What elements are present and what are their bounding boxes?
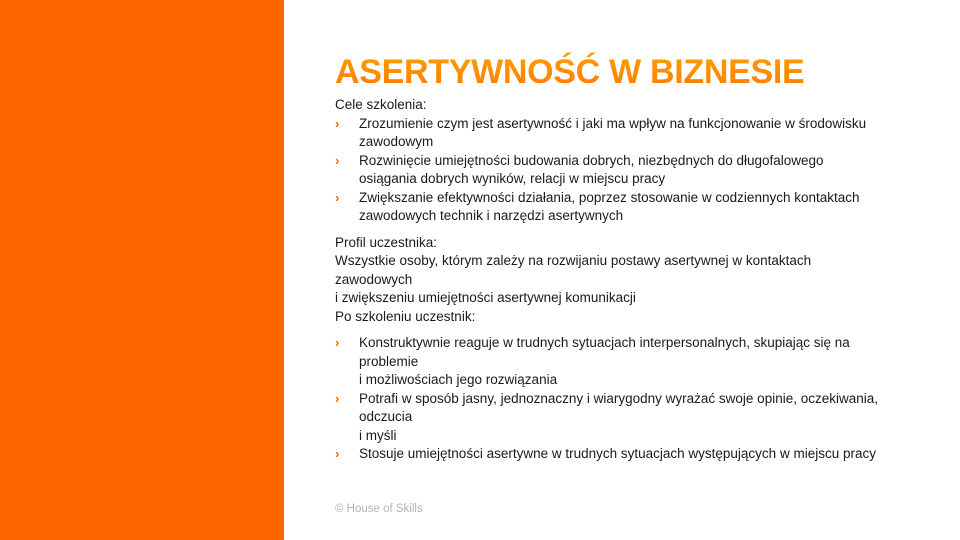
profile-label: Profil uczestnika: bbox=[335, 234, 438, 250]
goal-item-line: Zrozumienie czym jest asertywność i jaki ma wpływ na funkcjonowanie w środowisku bbox=[359, 115, 867, 131]
chevron-right-icon: › bbox=[335, 446, 340, 461]
goals-label: Cele szkolenia: bbox=[335, 97, 427, 112]
outcome-item bbox=[335, 334, 915, 390]
goal-item-line: Rozwinięcie umiejętności budowania dobrych, niezbędnych do długofalowego bbox=[359, 152, 824, 168]
chevron-right-icon: › bbox=[335, 115, 340, 131]
goal-item-line: zawodowych technik i narzędzi asertywnych bbox=[359, 208, 624, 223]
profile-line: i zwiększeniu umiejętności asertywnej komunikacji bbox=[335, 290, 636, 305]
slide-content bbox=[335, 52, 915, 464]
profile-section bbox=[335, 234, 915, 327]
goal-item bbox=[335, 115, 915, 152]
profile-line: zawodowych bbox=[335, 271, 413, 287]
outcome-item-line: i myśli bbox=[359, 427, 397, 443]
goal-item-line: zawodowym bbox=[359, 134, 434, 149]
outcome-item-line: Stosuje umiejętności asertywne w trudnych sytuacjach występujących w miejscu pracy bbox=[359, 446, 876, 461]
outcome-item bbox=[335, 445, 915, 464]
outcome-item bbox=[335, 390, 915, 446]
outcome-item-line: Potrafi w sposób jasny, jednoznaczny i wiarygodny wyrażać swoje opinie, oczekiwania, bbox=[359, 390, 879, 406]
orange-side-panel bbox=[0, 0, 284, 540]
outcome-item-line: Konstruktywnie reaguje w trudnych sytuacjach interpersonalnych, skupiając się na bbox=[359, 335, 850, 350]
copyright-footer: © House of Skills bbox=[335, 503, 423, 515]
goals-list bbox=[335, 115, 915, 226]
outcome-item-line: i możliwościach jego rozwiązania bbox=[359, 372, 558, 387]
goal-item-line: Zwiększanie efektywności działania, poprzez stosowanie w codziennych kontaktach bbox=[359, 189, 860, 205]
chevron-right-icon: › bbox=[335, 390, 340, 406]
outcomes-label: Po szkoleniu uczestnik: bbox=[335, 308, 476, 324]
slide-title: ASERTYWNOŚĆ W BIZNESIE bbox=[335, 52, 915, 92]
goal-item-line: osiągania dobrych wyników, relacji w miejscu pracy bbox=[359, 171, 666, 186]
goal-item bbox=[335, 189, 915, 226]
outcomes-list bbox=[335, 334, 915, 464]
chevron-right-icon: › bbox=[335, 335, 340, 350]
chevron-right-icon: › bbox=[335, 189, 340, 205]
slide-body bbox=[335, 96, 915, 464]
chevron-right-icon: › bbox=[335, 152, 340, 168]
goal-item bbox=[335, 152, 915, 189]
outcome-item-line: odczucia bbox=[359, 409, 413, 424]
profile-line: Wszystkie osoby, którym zależy na rozwijaniu postawy asertywnej w kontaktach bbox=[335, 253, 812, 268]
outcome-item-line: problemie bbox=[359, 353, 419, 369]
